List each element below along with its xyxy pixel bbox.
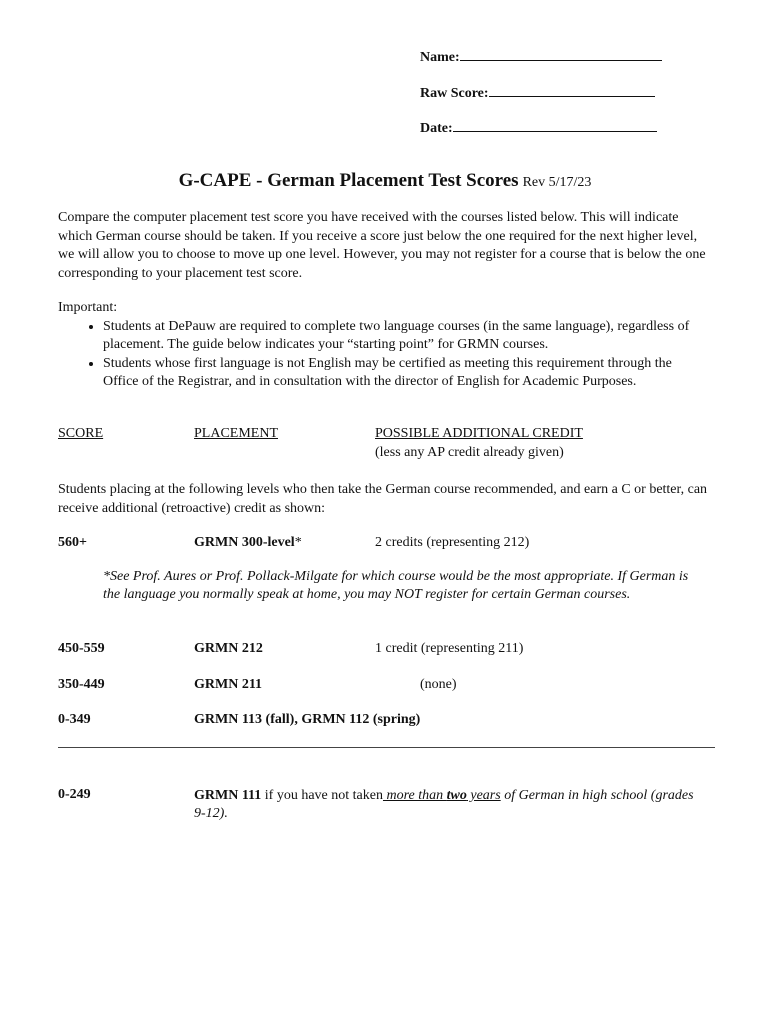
- row-5-text-2: more than: [382, 788, 447, 803]
- row-1-placement-asterisk: *: [294, 535, 302, 550]
- raw-score-blank[interactable]: [489, 83, 655, 97]
- section-divider: [58, 747, 715, 748]
- row-2-placement: GRMN 212: [194, 641, 263, 656]
- name-blank[interactable]: [460, 47, 662, 61]
- page-title: [0, 170, 770, 192]
- credit-header: POSSIBLE ADDITIONAL CREDIT: [375, 426, 583, 441]
- intro-paragraph: [58, 209, 708, 283]
- title-main: G-CAPE - German Placement Test Scores: [178, 170, 519, 191]
- important-heading: Important:: [58, 300, 118, 315]
- date-blank[interactable]: [453, 118, 657, 132]
- footnote: [103, 568, 703, 604]
- row-4-score: 0-349: [58, 712, 91, 727]
- row-5-text-3: two: [446, 788, 467, 803]
- row-4-placement: GRMN 113 (fall), GRMN 112 (spring): [194, 712, 421, 727]
- row-5-placement: [194, 787, 699, 823]
- score-header: SCORE: [58, 426, 104, 441]
- row-2-score: 450-559: [58, 641, 105, 656]
- row-1-credit: 2 credits (representing 212): [375, 535, 530, 550]
- row-2-credit: 1 credit (representing 211): [375, 641, 524, 656]
- row-3-placement: GRMN 211: [194, 677, 263, 692]
- footnote-text: *See Prof. Aures or Prof. Pollack-Milgate for which course would be the most appropriate. If German is the language you normally speak at home, you may NOT register for certain German courses.: [103, 569, 689, 602]
- row-5-text-1: if you have not taken: [261, 788, 383, 803]
- row-5-course: GRMN 111: [194, 788, 262, 803]
- important-bullet-1: • Students at DePauw are required to complete two language courses (in the same language), regardless of placement. The guide below indicates your “starting point” for GRMN courses.: [103, 318, 708, 355]
- important-section: [58, 299, 708, 392]
- credit-intro: [58, 481, 708, 518]
- row-5-text-4: years: [466, 788, 501, 803]
- date-label: Date:: [420, 121, 453, 136]
- name-label: Name:: [420, 50, 460, 65]
- raw-score-field[interactable]: [420, 83, 655, 102]
- row-5-text-5: of German in high school (grades 9-12).: [194, 788, 694, 821]
- placement-header: PLACEMENT: [194, 426, 278, 441]
- raw-score-label: Raw Score:: [420, 86, 489, 101]
- row-1-score: 560+: [58, 535, 87, 550]
- important-list: [58, 318, 708, 392]
- row-3-credit: (none): [420, 677, 457, 692]
- title-revision: Rev 5/17/23: [522, 175, 592, 190]
- credit-header-note: (less any AP credit already given): [375, 445, 564, 460]
- row-1-placement: [194, 535, 302, 551]
- row-5-score: 0-249: [58, 787, 91, 802]
- name-field[interactable]: [420, 47, 662, 66]
- credit-intro-text: Students placing at the following levels who then take the German course recommended, and earn a C or better, can receive additional (retroactive) credit as shown:: [58, 482, 708, 516]
- intro-text: Compare the computer placement test score you have received with the courses listed below. This will indicate which German course should be taken. If you receive a score just below the one required for the next higher level, we will allow you to choose to move up one level. However, you may not register for a course that is below the one corresponding to your placement test score.: [58, 210, 706, 281]
- row-1-placement-course: GRMN 300-level: [194, 535, 295, 550]
- row-3-score: 350-449: [58, 677, 105, 692]
- date-field[interactable]: [420, 118, 657, 137]
- important-bullet-2: • Students whose first language is not English may be certified as meeting this requirement through the Office of the Registrar, and in consultation with the director of English for Academic Purposes.: [103, 355, 708, 392]
